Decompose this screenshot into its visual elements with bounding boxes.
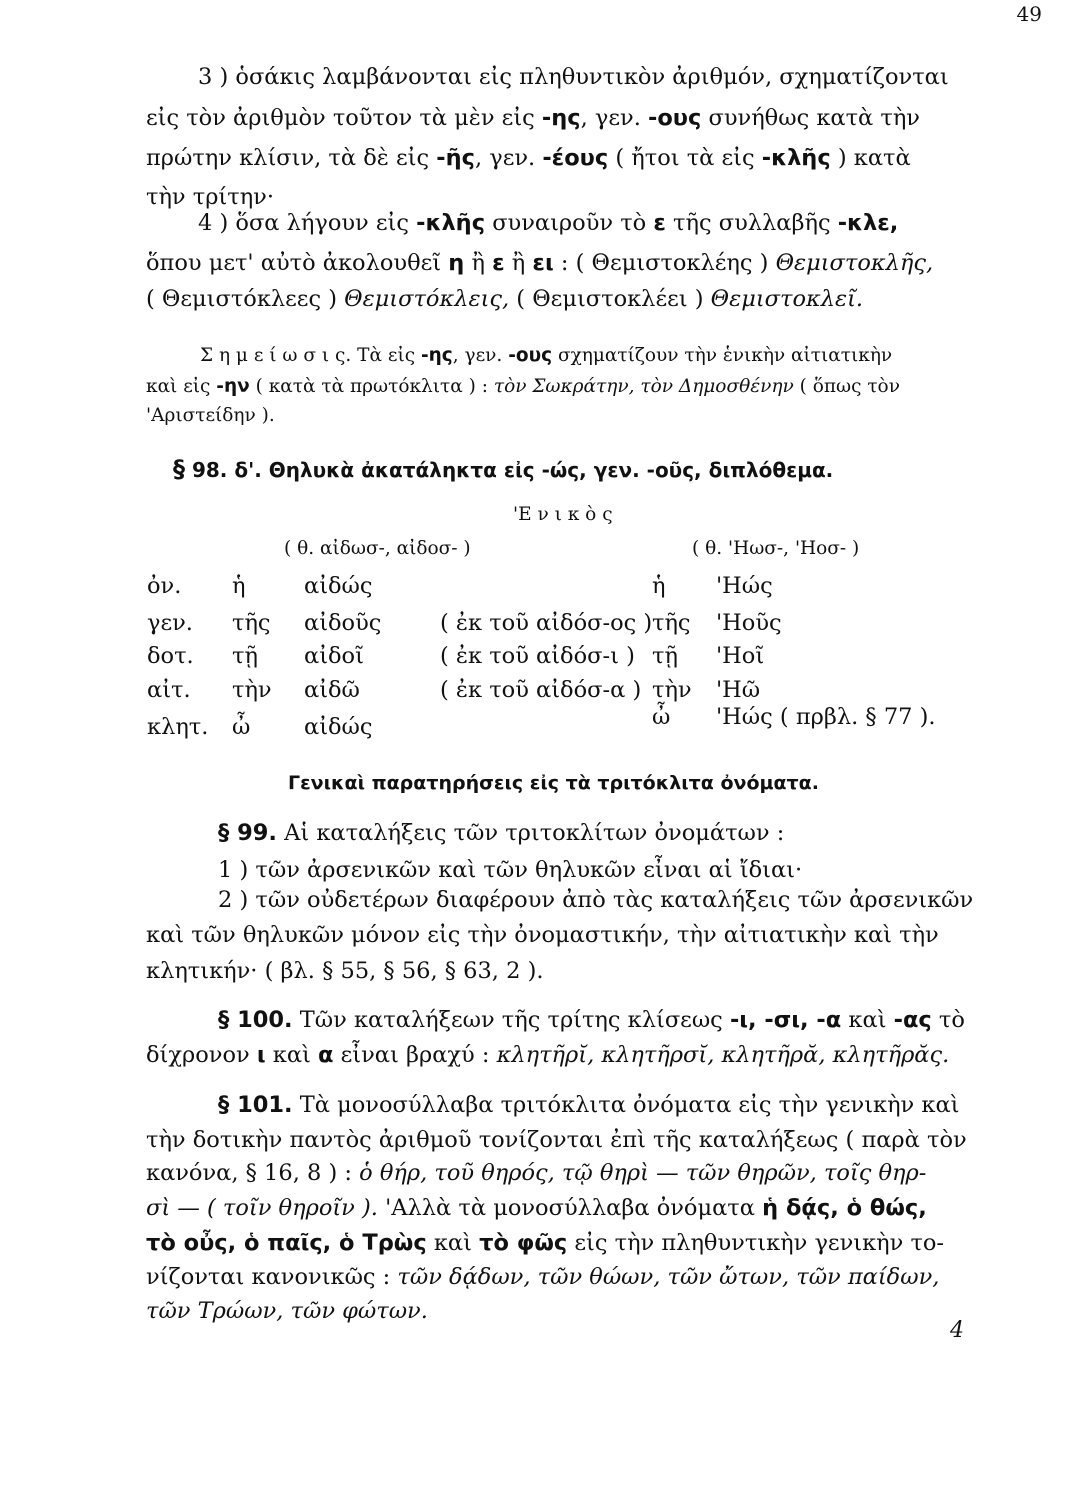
rule3-line3: πρώτην κλίσιν, τὰ δὲ εἰς -ῆς, γεν. -έους ( ἤτοι τὰ εἰς -κλῆς ) κατὰ [146,145,911,171]
declension-number-label: 'Ε ν ι κ ὸ ς [513,504,613,525]
rule3-line4: τὴν τρίτην· [146,184,275,210]
declension-theme-2: ( θ. 'Ηωσ-, 'Ηοσ- ) [692,538,860,559]
section-101-line5: τὸ οὖς, ὁ παῖς, ὁ Τρὼς καὶ τὸ φῶς εἰς τὴν πληθυντικὴν γενικὴν το- [146,1230,945,1256]
section-101-line7: τῶν Τρώων, τῶν φώτων. [146,1298,428,1324]
section-100-line2: δίχρονον ι καὶ α εἶναι βραχύ : κλητῆρῐ, κλητῆρσῐ, κλητῆρᾰ, κλητῆρᾰς. [146,1042,950,1068]
rule3-line1: 3 ) ὁσάκις λαμβάνονται εἰς πληθυντικὸν ἀριθμόν, σχηματίζονται [198,64,949,90]
note-line2: καὶ εἰς -ην ( κατὰ τὰ πρωτόκλιτα ) : τὸν Σωκράτην, τὸν Δημοσθένην ( ὅπως τὸν [146,376,900,397]
section-101-line6: νίζονται κανονικῶς : τῶν δᾴδων, τῶν θώων, τῶν ὤτων, τῶν παίδων, [146,1264,940,1290]
rule4-line3: ( Θεμιστόκλεες ) Θεμιστόκλεις, ( Θεμιστοκλέει ) Θεμιστοκλεῖ. [146,286,864,312]
note-line3: 'Αριστείδην ). [146,405,275,426]
section-101-line4: σὶ — ( τοῖν θηροῖν ). 'Αλλὰ τὰ μονοσύλλαβα ὀνόματα ἡ δᾴς, ὁ θώς, [146,1195,927,1221]
section-99-line3: 2 ) τῶν οὐδετέρων διαφέρουν ἀπὸ τὰς καταλήξεις τῶν ἀρσενικῶν [218,887,974,913]
section-101-line3: κανόνα, § 16, 8 ) : ὁ θήρ, τοῦ θηρός, τῷ θηρὶ — τῶν θηρῶν, τοῖς θηρ- [146,1160,927,1186]
rule4-line2: ὅπου μετ' αὐτὸ ἀκολουθεῖ η ἢ ε ἢ ει : ( Θεμιστοκλέης ) Θεμιστοκλῆς, [146,250,934,276]
section-98-heading: § 98. δ'. Θηλυκὰ ἀκατάληκτα εἰς -ώς, γεν. -οῦς, διπλόθεμα. [173,455,834,483]
note-line1: Σ η μ ε ί ω σ ι ς. Τὰ εἰς -ης, γεν. -ους σχηματίζουν τὴν ἑνικὴν αἰτιατικὴν [200,345,893,366]
page-number: 49 [1016,2,1042,26]
section-101-line2: τὴν δοτικὴν παντὸς ἀριθμοῦ τονίζονται ἐπὶ τῆς καταλήξεως ( παρὰ τὸν [146,1127,967,1153]
rule4-line1: 4 ) ὅσα λήγουν εἰς -κλῆς συναιροῦν τὸ ε τῆς συλλαβῆς -κλε, [198,210,899,236]
section-100-line1: § 100. Τῶν καταλήξεων τῆς τρίτης κλίσεως -ι, -σι, -α καὶ -ας τὸ [218,1007,965,1033]
rule3-line2: εἰς τὸν ἀριθμὸν τοῦτον τὰ μὲν εἰς -ης, γεν. -ους συνήθως κατὰ τὴν [146,105,920,131]
section-101-line1: § 101. Τὰ μονοσύλλαβα τριτόκλιτα ὀνόματα εἰς τὴν γενικὴν καὶ [218,1092,960,1118]
declension-theme-1: ( θ. αἰδωσ-, αἰδοσ- ) [284,538,471,559]
section-99-line4: καὶ τῶν θηλυκῶν μόνον εἰς τὴν ὀνομαστικήν, τὴν αἰτιατικὴν καὶ τὴν [146,922,939,948]
section-99-line5: κλητικήν· ( βλ. § 55, § 56, § 63, 2 ). [146,958,544,984]
signature-mark: 4 [950,1318,964,1343]
section-99-line2: 1 ) τῶν ἀρσενικῶν καὶ τῶν θηλυκῶν εἶναι αἱ ἴδιαι· [218,857,803,883]
section-99-line1: § 99. Αἱ καταλήξεις τῶν τριτοκλίτων ὀνομάτων : [218,820,785,846]
general-remarks-heading: Γενικαὶ παρατηρήσεις εἰς τὰ τριτόκλιτα ὀνόματα. [288,772,819,794]
